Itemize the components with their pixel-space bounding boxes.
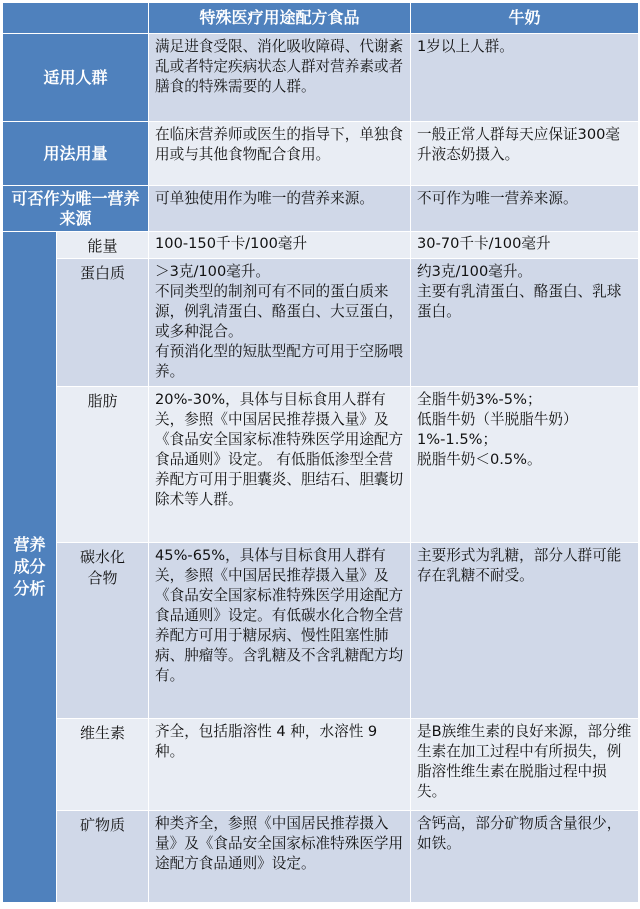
milk-vitamins: 是B族维生素的良好来源，部分维生素在加工过程中有所损失，例脂溶性维生素在脱脂过程中损失。 — [411, 719, 639, 811]
header-fsmp: 特殊医疗用途配方食品 — [149, 3, 411, 34]
fsmp-minerals: 种类齐全，参照《中国居民推荐摄入量》及《食品安全国家标准特殊医学用途配方食品通则》设定。 — [149, 811, 411, 903]
milk-usage: 一般正常人群每天应保证300毫升液态奶摄入。 — [411, 122, 639, 186]
row-label-target-group: 适用人群 — [3, 34, 149, 122]
row-label-sole-source: 可否作为唯一营养来源 — [3, 186, 149, 232]
nutrient-label-carbohydrate: 碳水化合物 — [57, 543, 149, 719]
table-row — [3, 543, 639, 719]
milk-fat: 全脂牛奶3%-5%； 低脂牛奶（半脱脂牛奶）1%-1.5%； 脱脂牛奶＜0.5%。 — [411, 387, 639, 543]
fsmp-protein: ＞3克/100毫升。 不同类型的制剂可有不同的蛋白质来源，例乳清蛋白、酪蛋白、大豆蛋白，或多种混合。 有预消化型的短肽型配方可用于空肠喂养。 — [149, 259, 411, 387]
table-row — [3, 719, 639, 811]
comparison-table — [2, 2, 639, 903]
fsmp-energy: 100-150千卡/100毫升 — [149, 232, 411, 259]
milk-carbohydrate: 主要形式为乳糖，部分人群可能存在乳糖不耐受。 — [411, 543, 639, 719]
milk-target-group: 1岁以上人群。 — [411, 34, 639, 122]
table-row — [3, 186, 639, 232]
table-row — [3, 232, 639, 259]
table-row — [3, 122, 639, 186]
milk-minerals: 含钙高，部分矿物质含量很少，如铁。 — [411, 811, 639, 903]
header-corner — [3, 3, 149, 34]
fsmp-target-group: 满足进食受限、消化吸收障碍、代谢紊乱或者特定疾病状态人群对营养素或者膳食的特殊需要的人群。 — [149, 34, 411, 122]
table-row — [3, 811, 639, 903]
fsmp-vitamins: 齐全，包括脂溶性 4 种，水溶性 9 种。 — [149, 719, 411, 811]
nutrient-label-minerals: 矿物质 — [57, 811, 149, 903]
fsmp-sole-source: 可单独使用作为唯一的营养来源。 — [149, 186, 411, 232]
nutrient-label-protein: 蛋白质 — [57, 259, 149, 387]
header-row — [3, 3, 639, 34]
milk-protein: 约3克/100毫升。 主要有乳清蛋白、酪蛋白、乳球蛋白。 — [411, 259, 639, 387]
table-row — [3, 259, 639, 387]
nutrient-label-fat: 脂肪 — [57, 387, 149, 543]
nutrient-label-energy: 能量 — [57, 232, 149, 259]
table-row — [3, 387, 639, 543]
milk-energy: 30-70千卡/100毫升 — [411, 232, 639, 259]
nutrient-label-vitamins: 维生素 — [57, 719, 149, 811]
nutrition-group-label: 营养成分分析 — [3, 232, 57, 903]
row-label-usage: 用法用量 — [3, 122, 149, 186]
fsmp-carbohydrate: 45%-65%，具体与目标食用人群有关，参照《中国居民推荐摄入量》及《食品安全国家标准特殊医学用途配方食品通则》设定。有低碳水化合物全营养配方可用于糖尿病、慢性阻塞性肺病、肿瘤等。含乳糖及不含乳糖配方均有。 — [149, 543, 411, 719]
table-row — [3, 34, 639, 122]
milk-sole-source: 不可作为唯一营养来源。 — [411, 186, 639, 232]
fsmp-fat: 20%-30%，具体与目标食用人群有关，参照《中国居民推荐摄入量》及《食品安全国家标准特殊医学用途配方食品通则》设定。 有低脂低渗型全营养配方可用于胆囊炎、胆结石、胆囊切除术等人群。 — [149, 387, 411, 543]
header-milk: 牛奶 — [411, 3, 639, 34]
fsmp-usage: 在临床营养师或医生的指导下，单独食用或与其他食物配合食用。 — [149, 122, 411, 186]
